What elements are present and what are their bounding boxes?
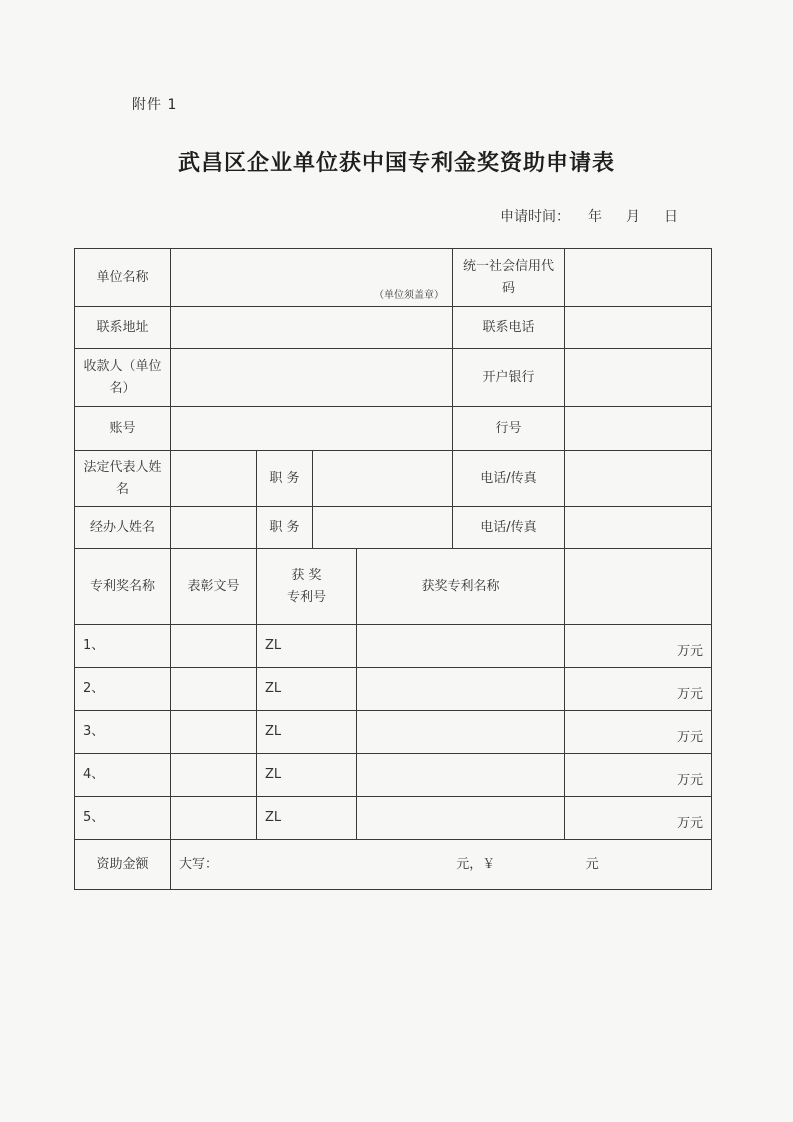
patent-no-field[interactable]: ZL [257,754,357,797]
handler-tel-field[interactable] [565,507,712,549]
handler-tel-label: 电话/传真 [453,507,565,549]
patent-name-field[interactable] [357,625,565,668]
handler-field[interactable] [171,507,257,549]
award-name-header: 专利奖名称 [75,549,171,625]
patent-name-field[interactable] [357,711,565,754]
address-label: 联系地址 [75,307,171,349]
legal-rep-label: 法定代表人姓名 [75,451,171,507]
bank-field[interactable] [565,349,712,407]
award-row [75,625,712,668]
commend-doc-field[interactable] [171,797,257,840]
patent-no-field[interactable]: ZL [257,711,357,754]
award-row-number: 5、 [75,797,171,840]
funding-yuan-label-2: 元 [585,856,599,872]
amount-unit[interactable]: 万元 [565,668,712,711]
patent-name-header: 获奖专利名称 [357,549,565,625]
credit-code-label: 统一社会信用代码 [453,249,565,307]
patent-name-field[interactable] [357,668,565,711]
commend-doc-field[interactable] [171,668,257,711]
date-day: 日 [664,209,678,225]
application-date [500,206,678,226]
patent-no-field[interactable]: ZL [257,668,357,711]
payee-label: 收款人（单位名） [75,349,171,407]
patent-no-field[interactable]: ZL [257,625,357,668]
amount-unit[interactable]: 万元 [565,797,712,840]
date-year: 年 [588,209,602,225]
address-field[interactable] [171,307,453,349]
funding-capital-label: 大写： [179,856,219,872]
patent-no-header [257,549,357,625]
legal-rep-field[interactable] [171,451,257,507]
payee-field[interactable] [171,349,453,407]
legal-rep-tel-label: 电话/传真 [453,451,565,507]
award-row [75,754,712,797]
legal-rep-position-field[interactable] [313,451,453,507]
attachment-label: 附件 1 [132,97,178,113]
application-form-table [74,248,712,890]
patent-no-header-line2: 专利号 [286,589,326,605]
funding-yuan-label: 元，￥ [456,856,496,872]
handler-position-label: 职 务 [257,507,313,549]
seal-note: （单位须盖章） [374,290,444,301]
funding-label: 资助金额 [75,840,171,890]
account-label: 账号 [75,407,171,451]
phone-label: 联系电话 [453,307,565,349]
bank-no-label: 行号 [453,407,565,451]
form-title: 武昌区企业单位获中国专利金奖资助申请表 [177,151,615,176]
patent-no-field[interactable]: ZL [257,797,357,840]
date-month: 月 [626,209,640,225]
amount-unit[interactable]: 万元 [565,625,712,668]
commend-doc-field[interactable] [171,625,257,668]
account-field[interactable] [171,407,453,451]
award-row-number: 3、 [75,711,171,754]
date-label: 申请时间： [500,209,570,225]
handler-position-field[interactable] [313,507,453,549]
legal-rep-position-label: 职 务 [257,451,313,507]
bank-no-field[interactable] [565,407,712,451]
amount-unit[interactable]: 万元 [565,754,712,797]
bank-label: 开户银行 [453,349,565,407]
amount-header [565,549,712,625]
unit-name-label: 单位名称 [75,249,171,307]
award-row-number: 2、 [75,668,171,711]
unit-name-field[interactable] [171,249,453,307]
commend-doc-header: 表彰文号 [171,549,257,625]
patent-no-header-line1: 获 奖 [291,567,322,583]
legal-rep-tel-field[interactable] [565,451,712,507]
award-row [75,711,712,754]
award-row [75,668,712,711]
handler-label: 经办人姓名 [75,507,171,549]
funding-field[interactable] [171,840,712,890]
patent-name-field[interactable] [357,797,565,840]
commend-doc-field[interactable] [171,754,257,797]
commend-doc-field[interactable] [171,711,257,754]
phone-field[interactable] [565,307,712,349]
patent-name-field[interactable] [357,754,565,797]
award-row-number: 4、 [75,754,171,797]
award-row-number: 1、 [75,625,171,668]
credit-code-field[interactable] [565,249,712,307]
amount-unit[interactable]: 万元 [565,711,712,754]
award-row [75,797,712,840]
